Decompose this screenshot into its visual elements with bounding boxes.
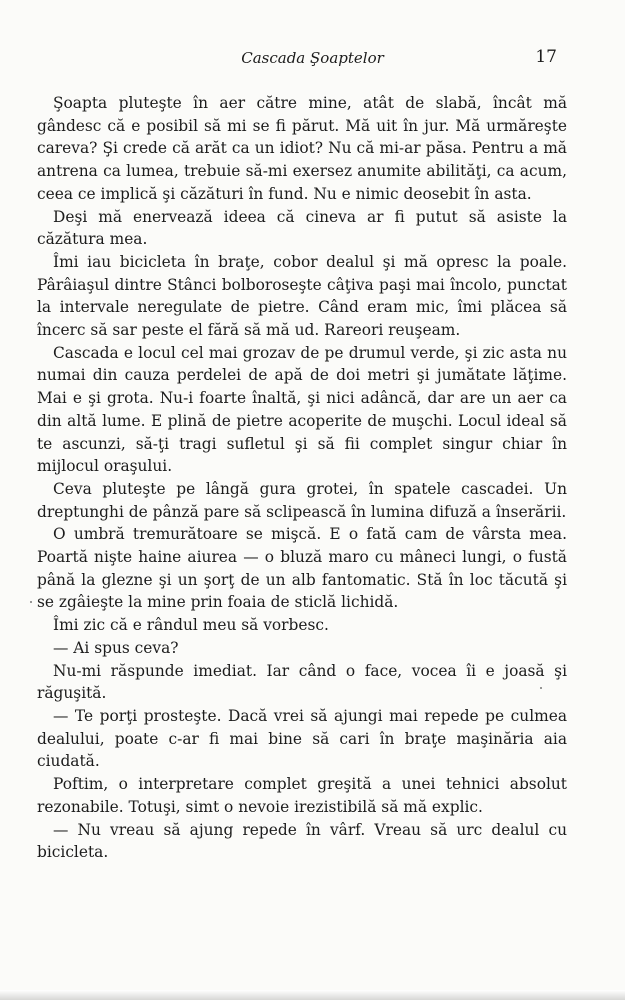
scan-speck: [540, 687, 542, 689]
paragraph: Deşi mă enervează ideea că cineva ar fi putut să asiste la căzătura mea.: [37, 207, 567, 249]
page-number: 17: [535, 47, 557, 67]
running-title: Cascada Şoaptelor: [241, 49, 384, 67]
body-text: [37, 92, 567, 864]
scan-bottom-edge: [0, 990, 625, 1000]
dialogue-line: — Te porţi prosteşte. Dacă vrei să ajungi mai repede pe culmea dealului, poate c-ar fi mai bine să cari în braţe maşinăria aia ciudată.: [37, 706, 567, 771]
scan-speck: [30, 601, 32, 603]
dialogue-line: — Nu vreau să ajung repede în vârf. Vreau să urc dealul cu bicicleta.: [37, 820, 567, 862]
page-header: [0, 47, 625, 71]
paragraph: Nu-mi răspunde imediat. Iar când o face, vocea îi e joasă şi răguşită.: [37, 661, 567, 703]
paragraph: Cascada e locul cel mai grozav de pe drumul verde, şi zic asta nu numai din cauza perdelei de apă de doi metri şi jumătate lăţime. Mai e şi grota. Nu-i foarte înaltă, şi nici adâncă, dar are un aer ca din altă lume. E plină de pietre acoperite de muşchi. Locul ideal să te ascunzi, să-ţi tragi sufletul şi să fii complet singur chiar în mijlocul oraşului.: [37, 343, 567, 476]
paragraph: Poftim, o interpretare complet greşită a unei tehnici absolut rezonabile. Totuşi, simt o nevoie irezistibilă să mă explic.: [37, 775, 567, 816]
paragraph: Îmi zic că e rândul meu să vorbesc.: [53, 616, 329, 635]
paragraph: Şoapta pluteşte în aer către mine, atât de slabă, încât mă gândesc că e posibil să mi se fi părut. Mă uit în jur. Mă urmăreşte careva? Şi crede că arăt ca un idiot? Nu că mi-ar păsa. Pentru a mă antrena ca lumea, trebuie să-mi exersez anumite abilităţi, ca acum, ceea ce implică şi căzături în fund. Nu e nimic deosebit în asta.: [37, 94, 567, 203]
dialogue-line: — Ai spus ceva?: [53, 638, 179, 657]
paragraph: Ceva pluteşte pe lângă gura grotei, în spatele cascadei. Un dreptunghi de pânză pare să sclipească în lumina difuză a înserării.: [37, 479, 567, 521]
paragraph: O umbră tremurătoare se mişcă. E o fată cam de vârsta mea. Poartă nişte haine aiurea — o bluză maro cu mâneci lungi, o fustă până la glezne şi un şorţ de un alb fantomatic. Stă în loc tăcută şi se zgâieşte la mine prin foaia de sticlă lichidă.: [37, 525, 567, 612]
paragraph: Îmi iau bicicleta în braţe, cobor dealul şi mă opresc la poale. Pârâiaşul dintre Stânci bolboroseşte câţiva paşi mai încolo, punctat la intervale neregulate de pietre. Când eram mic, îmi plăcea să încerc să sar peste el fără să mă ud. Rareori reuşeam.: [37, 252, 567, 340]
